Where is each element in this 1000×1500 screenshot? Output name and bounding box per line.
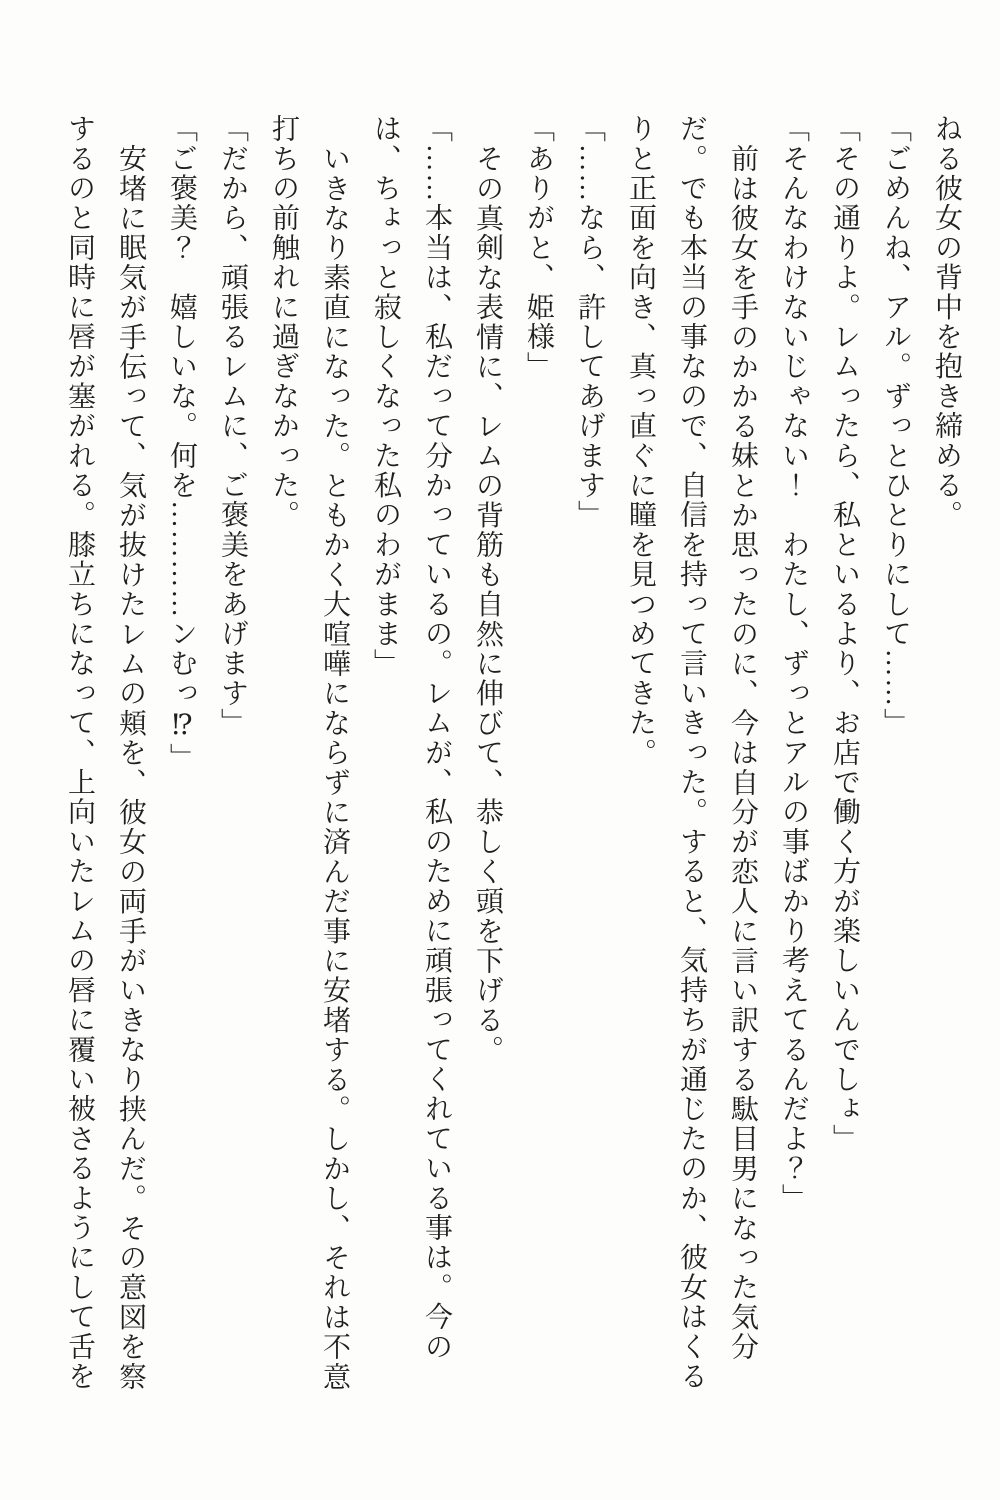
- paragraph: 「……なら、許してあげます」: [574, 114, 605, 530]
- paragraph: 「ありがと、姫様」: [523, 114, 554, 382]
- paragraph: 前は彼女を手のかかる妹とか思ったのに、今は自分が恋人に言い訳する駄目男になった気分だ。でも本当の事なので、自信を持って言いきった。すると、気持ちが通じたのか、彼女はくるりと正面を向き、真っ直ぐに瞳を見つめてきた。: [625, 114, 758, 1392]
- paragraph: 「そんなわけないじゃない！ わたし、ずっとアルの事ばかり考えてるんだよ？」: [778, 114, 809, 1213]
- paragraph: いきなり素直になった。ともかく大喧嘩にならずに済んだ事に安堵する。しかし、それは不意打ちの前触れに過ぎなかった。: [268, 114, 350, 1392]
- paragraph: 「ご褒美？ 嬉しいな。何を…………ンむっ⁉」: [166, 114, 197, 773]
- paragraph: 「だから、頑張るレムに、ご褒美をあげます」: [217, 114, 248, 738]
- paragraph: その真剣な表情に、レムの背筋も自然に伸びて、恭しく頭を下げる。: [472, 144, 503, 1065]
- paragraph: 安堵に眠気が手伝って、気が抜けたレムの頬を、彼女の両手がいきなり挟んだ。その意図を察するのと同時に唇が塞がれる。膝立ちになって、上向いたレムの唇に覆い被さるようにして舌を: [64, 114, 146, 1392]
- paragraph: 「その通りよ。レムったら、私といるより、お店で働く方が楽しいんでしょ」: [829, 114, 860, 1154]
- paragraph: 「ごめんね、アル。ずっとひとりにして……」: [880, 114, 911, 738]
- vertical-text-block: [54, 0, 1000, 1394]
- paragraph: 「……本当は、私だって分かっているの。レムが、私のために頑張ってくれている事は。今のは、ちょっと寂しくなった私のわがまま」: [370, 114, 452, 1362]
- paragraph: ねる彼女の背中を抱き締める。: [931, 114, 962, 530]
